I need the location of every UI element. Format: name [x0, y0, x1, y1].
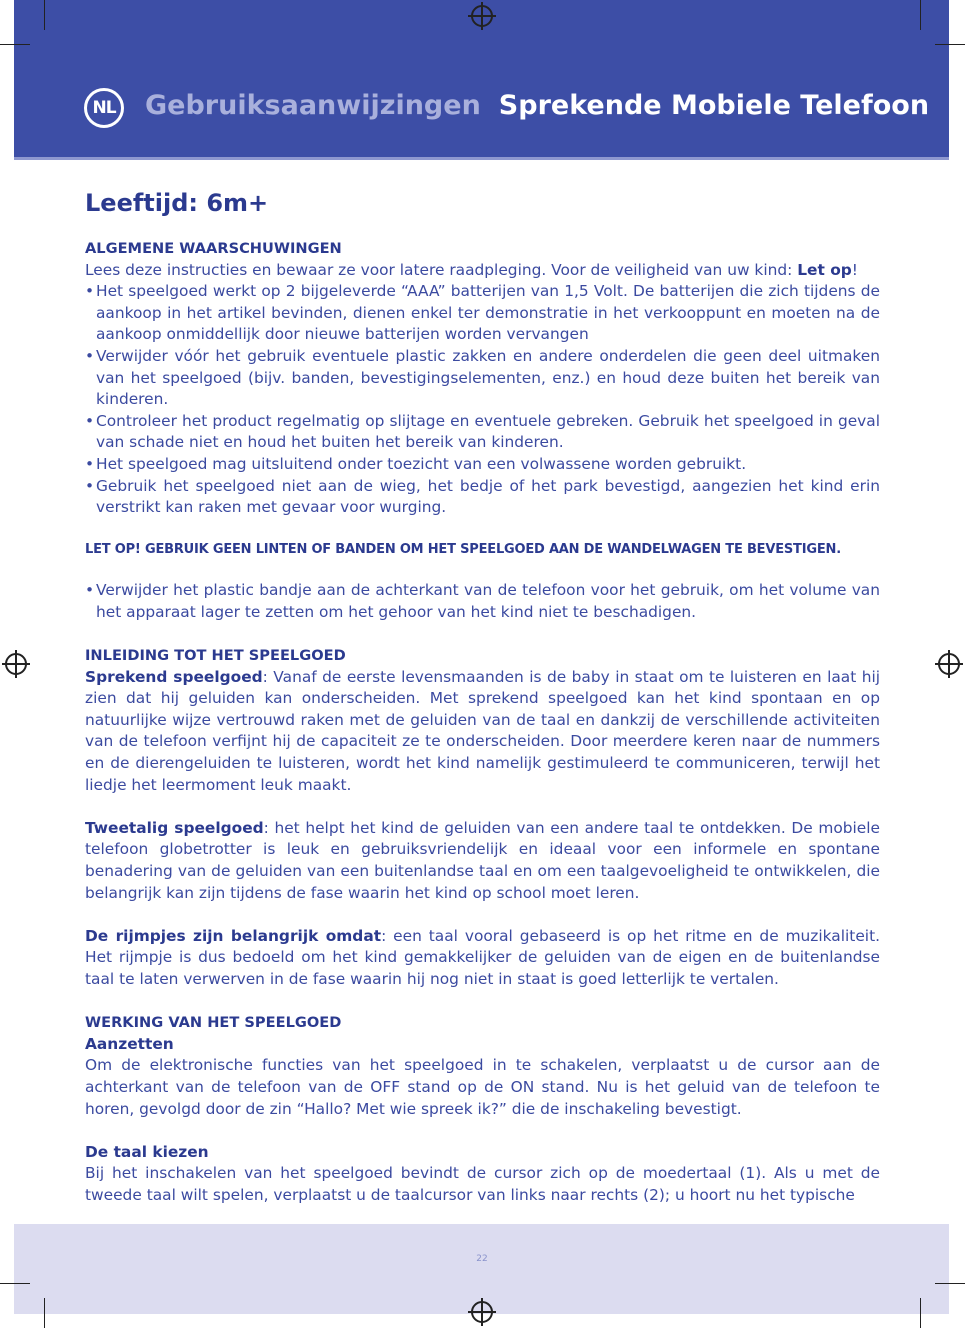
crop-mark — [920, 1298, 921, 1328]
language-select-text: Bij het inschakelen van het speelgoed bevindt de cursor zich op de moedertaal (1). Als u met de tweede taal wilt spelen, verplaatst u de taalcursor van links naar rechts (2); u hoort nu het typische — [85, 1164, 880, 1204]
manual-title: Gebruiksaanwijzingen — [145, 90, 481, 121]
intro-p1-bold: Sprekend speelgoed — [85, 667, 263, 686]
list-item: • Verwijder vóór het gebruik eventuele plastic zakken en andere onderdelen die geen deel uitmaken van het speelgoed (bijv. banden, bevestigingselementen, enz.) en houd deze buiten het bereik van kinderen. — [85, 346, 880, 411]
list-item: • Verwijder het plastic bandje aan de achterkant van de telefoon voor het gebruik, om het volume van het apparaat lager te zetten om het gehoor van het kind niet te beschadigen. — [85, 580, 880, 623]
registration-mark-icon — [471, 5, 493, 27]
general-intro-bold: Let op — [797, 260, 852, 279]
header-title — [145, 90, 929, 121]
operation-heading: WERKING VAN HET SPEELGOED — [85, 1014, 342, 1032]
crop-mark — [0, 1283, 30, 1284]
volume-list — [85, 580, 880, 623]
ribbon-warning: LET OP! GEBRUIK GEEN LINTEN OF BANDEN OM HET SPEELGOED AAN DE WANDELWAGEN TE BEVESTIGEN. — [85, 541, 841, 557]
crop-mark — [935, 44, 965, 45]
intro-paragraph-3 — [85, 926, 880, 991]
intro-p2-text: : het helpt het kind de geluiden van een andere taal te ontdekken. De mobiele telefoon globetrotter is leuk en gebruiksvriendelijk en ideaal voor een informele en spontane benadering van de geluiden van een buitenlandse taal en om een taalgevoeligheid te ontwikkelen, die belangrijk kan zijn tijdens de fase waarin het kind op school moet leren. — [85, 818, 880, 902]
general-intro — [85, 260, 880, 282]
general-intro-text: Lees deze instructies en bewaar ze voor latere raadpleging. Voor de veiligheid van uw kind: — [85, 260, 798, 279]
registration-mark-icon — [471, 1301, 493, 1323]
age-heading: Leeftijd: 6m+ — [85, 189, 269, 217]
list-item: • Gebruik het speelgoed niet aan de wieg, het bedje of het park bevestigd, aangezien het kind erin verstrikt kan raken met gevaar voor wurging. — [85, 476, 880, 519]
crop-mark — [920, 0, 921, 30]
crop-mark — [0, 44, 30, 45]
list-item: • Het speelgoed werkt op 2 bijgeleverde “AAA” batterijen van 1,5 Volt. De batterijen die zich tijdens de aankoop in het artikel bevinden, dienen enkel ter demonstratie in het verkooppunt en moeten na de aankoop onmiddellijk door nieuwe batterijen worden vervangen — [85, 281, 880, 346]
language-badge: NL — [84, 88, 124, 128]
intro-p3-bold: De rijmpjes zijn belangrijk omdat — [85, 926, 382, 945]
registration-mark-icon — [938, 653, 960, 675]
product-title: Sprekende Mobiele Telefoon — [498, 90, 930, 121]
intro-paragraph-1 — [85, 667, 880, 797]
crop-mark — [935, 1283, 965, 1284]
language-select-heading: De taal kiezen — [85, 1142, 209, 1161]
crop-mark — [44, 0, 45, 30]
list-item: • Het speelgoed mag uitsluitend onder toezicht van een volwassene worden gebruikt. — [85, 454, 880, 476]
registration-mark-icon — [5, 653, 27, 675]
page-number: 22 — [476, 1254, 488, 1264]
crop-mark — [44, 1298, 45, 1328]
document-body — [85, 186, 880, 1207]
warnings-list — [85, 281, 880, 519]
switch-on-text: Om de elektronische functies van het speelgoed in te schakelen, verplaatst u de cursor aan de achterkant van de telefoon van de OFF stand op de ON stand. Nu is het geluid van de telefoon te horen, gevolgd door de zin “Hallo? Met wie spreek ik?” die de inschakeling bevestigt. — [85, 1056, 880, 1118]
switch-on-heading: Aanzetten — [85, 1034, 174, 1053]
intro-p3-text: : een taal vooral gebaseerd is op het ritme en de muzikaliteit. Het rijmpje is dus bedoeld om het kind gemakkelijker de geluiden van de eigen en de buitenlandse taal te laten verwerven in de fase waarin hij nog niet in staat is goed letterlijk te vertalen. — [85, 926, 880, 988]
general-intro-end: ! — [851, 260, 858, 279]
intro-p1-text: : Vanaf de eerste levensmaanden is de baby in staat om te luisteren en laat hij zien dat hij geluiden kan onderscheiden. Met sprekend speelgoed kan het kind spontaan en op natuurlijke wijze vertrouwd raken met de geluiden van de taal en dankzij de verschillende activiteiten van de telefoon verfijnt hij de capaciteit ze te onderscheiden. Door meerdere keren naar de nummers en de dierengeluiden te luisteren, wordt het kind namelijk gestimuleerd te communiceren, terwijl het liedje het leermoment leuk maakt. — [85, 667, 881, 794]
general-warnings-heading: ALGEMENE WAARSCHUWINGEN — [85, 240, 342, 257]
intro-paragraph-2 — [85, 818, 880, 904]
list-item: • Controleer het product regelmatig op slijtage en eventuele gebreken. Gebruik het speelgoed in geval van schade niet en houd het buiten het bereik van kinderen. — [85, 411, 880, 454]
intro-heading: INLEIDING TOT HET SPEELGOED — [85, 647, 346, 665]
intro-p2-bold: Tweetalig speelgoed — [85, 818, 264, 837]
